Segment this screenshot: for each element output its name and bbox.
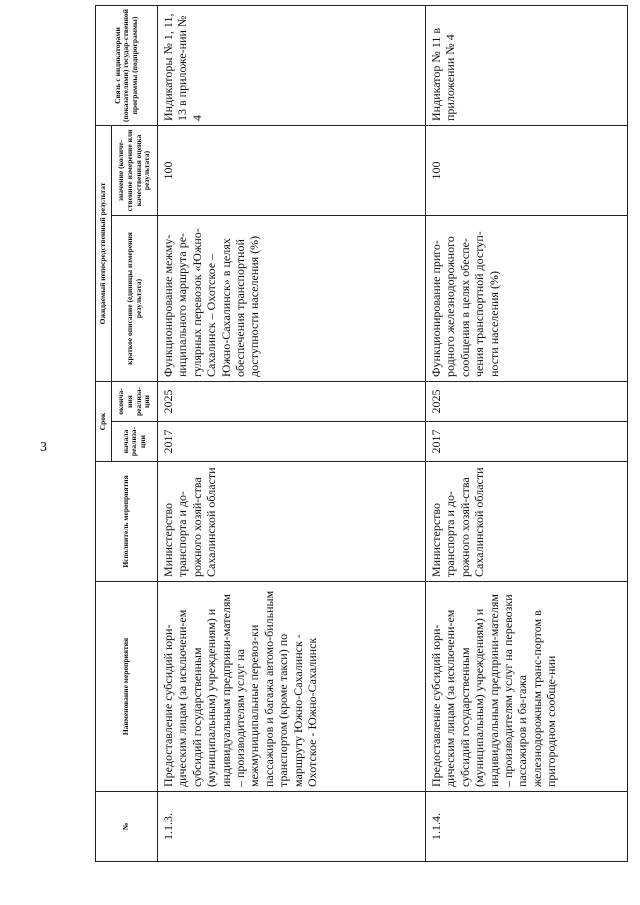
row-result-value: 100 bbox=[426, 125, 628, 215]
table-row bbox=[158, 5, 426, 861]
header-link: Связь с индикаторами (показателями) государ-ственной программы (подпрограммы) bbox=[96, 5, 158, 125]
row-result-desc: Функционирование приго-родного железнодорожного сообщения в целях обеспе-чения транспортной доступ-ности населения (%) bbox=[426, 215, 628, 381]
header-term-end: оконча-ния реализа-ции bbox=[112, 381, 158, 421]
row-end: 2025 bbox=[158, 381, 426, 421]
row-link: Индикатор № 11 в приложении № 4 bbox=[426, 5, 628, 125]
row-num: 1.1.3. bbox=[158, 792, 426, 862]
header-result-desc: краткое описание (единицы измерения результата) bbox=[112, 215, 158, 381]
header-term: Срок bbox=[96, 381, 112, 461]
table-row bbox=[426, 5, 628, 861]
measures-table bbox=[95, 5, 628, 862]
row-result-desc: Функционирование межму-ниципального маршрута ре-гулярных перевозок «Южно-Сахалинск – Охотское – Южно-Сахалинск» в целях обеспечения транспортной доступности населения (%) bbox=[158, 215, 426, 381]
header-result: Ожидаемый непосредственный результат bbox=[96, 125, 112, 381]
header-num: № bbox=[96, 792, 158, 862]
rotated-table-container bbox=[95, 6, 627, 862]
row-link: Индикаторы № 1, 11, 13 в приложе-нии № 4 bbox=[158, 5, 426, 125]
header-result-value: значение (количе-ственное измерение или качественная оценка результата) bbox=[112, 125, 158, 215]
header-term-start: начала реализа-ции bbox=[112, 422, 158, 462]
row-executor: Министерство транспорта и до-рожного хозяй-ства Сахалинской области bbox=[158, 462, 426, 582]
row-executor: Министерство транспорта и до-рожного хозяй-ства Сахалинской области bbox=[426, 462, 628, 582]
row-start: 2017 bbox=[426, 422, 628, 462]
row-name: Предоставление субсидий юри-дическим лицам (за исключени-ем субсидий государственным (муниципальным) учреждениям) и индивидуальным предприни-мателям – производителям услуг на перевозки пассажиров и ба-гажа железнодорожным транс-портом в пригородном сообще-нии bbox=[426, 582, 628, 792]
row-name: Предоставление субсидий юри-дическим лицам (за исключени-ем субсидий государственным (муниципальным) учреждениям) и индивидуальным предприни-мателям – производителям услуг на межмуниципальные перевоз-ки пассажиров и багажа автомо-бильным транспортом (кроме такси) по маршруту Южно-Сахалинск - Охотское - Южно-Сахалинск bbox=[158, 582, 426, 792]
row-num: 1.1.4. bbox=[426, 792, 628, 862]
row-result-value: 100 bbox=[158, 125, 426, 215]
page-number: 3 bbox=[40, 440, 47, 455]
header-executor: Исполнитель мероприятия bbox=[96, 462, 158, 582]
row-start: 2017 bbox=[158, 422, 426, 462]
row-end: 2025 bbox=[426, 381, 628, 421]
header-name: Наименование мероприятия bbox=[96, 582, 158, 792]
